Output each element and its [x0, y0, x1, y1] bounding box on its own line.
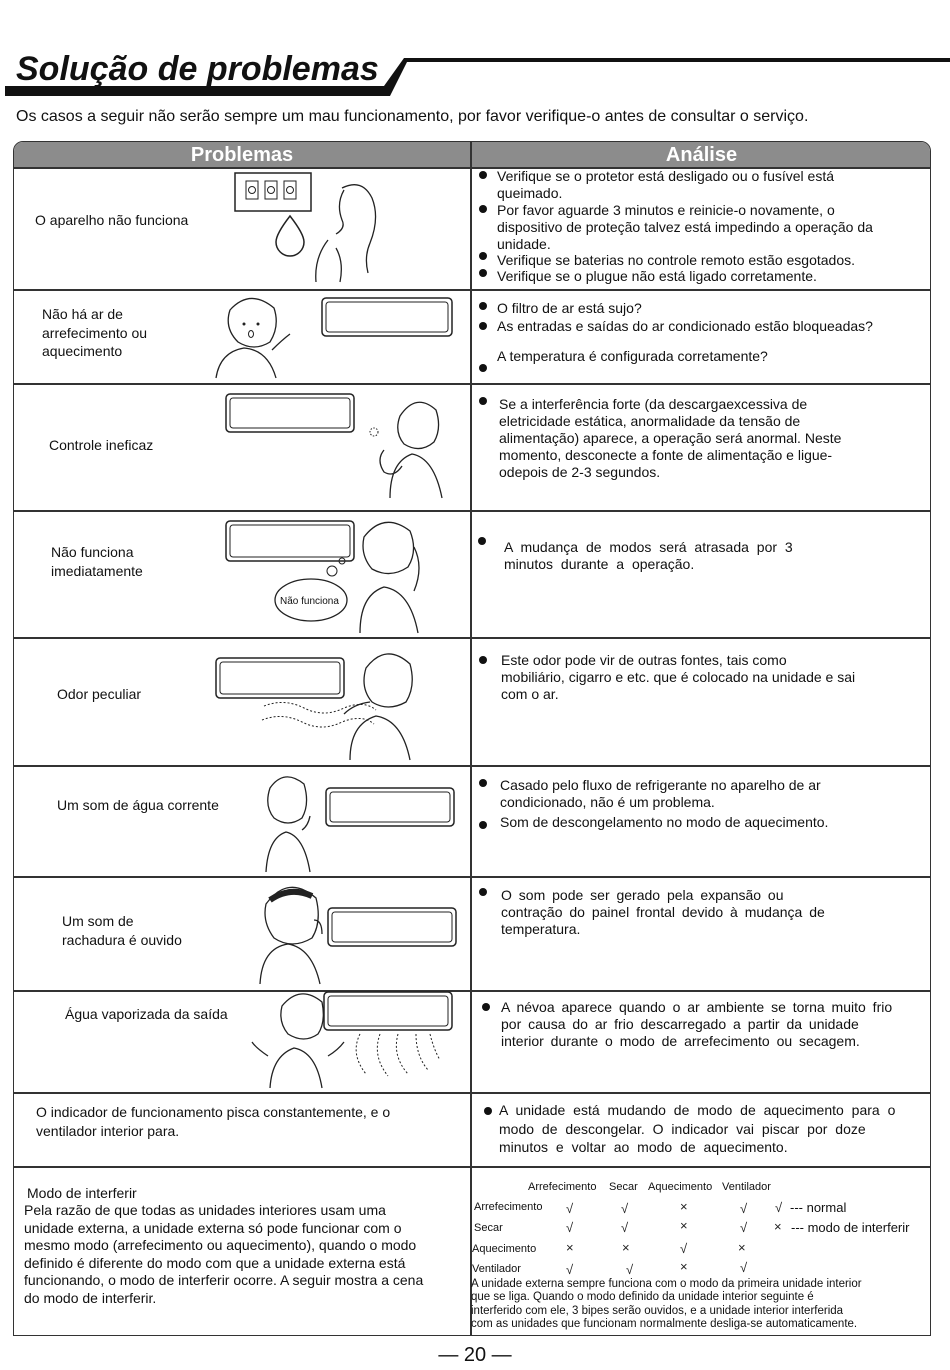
analysis-6-1: Casado pelo fluxo de refrigerante no aparelho de ar condicionado, não é um problema.: [500, 777, 821, 810]
matrix-cell: √: [680, 1241, 688, 1256]
problem-2: Não há ar de arrefecimento ou aquecimento: [42, 306, 148, 359]
analysis-5-1: Este odor pode vir de outras fontes, tais como mobiliário, cigarro e etc. que é colocado na unidade e sai com o ar.: [501, 652, 856, 702]
problem-8: Água vaporizada da saída: [65, 1006, 228, 1022]
header-analysis: Análise: [665, 144, 738, 166]
bullet: [479, 322, 487, 330]
matrix-cell: ×: [622, 1240, 630, 1255]
matrix-cell: √: [740, 1220, 748, 1235]
interference-title: Modo de interferir: [27, 1185, 137, 1201]
thought-bubble-text: Não funciona: [280, 596, 339, 607]
row-divider: [14, 510, 930, 512]
analysis-1-3: Verifique se baterias no controle remoto estão esgotados.: [497, 252, 855, 268]
analysis-1-1: Verifique se o protetor está desligado ou o fusível está queimado.: [497, 168, 834, 201]
matrix-cell: √: [621, 1201, 629, 1216]
bullet: [479, 888, 487, 896]
matrix-row-label: Aquecimento: [472, 1243, 537, 1255]
bullet: [479, 821, 487, 829]
legend-symbol: √: [775, 1200, 783, 1215]
problem-7: Um som de rachadura é ouvido: [62, 913, 182, 948]
matrix-cell: ×: [680, 1199, 688, 1214]
row-divider: [14, 637, 930, 639]
interference-description: Pela razão de que todas as unidades interiores usam uma unidade externa, a unidade externa só pode funcionar com o mesmo modo (arrefecimento ou aquecimento), quando o modo definido é diferente do modo com que a unidade externa está funcionando, o modo de interferir ocorre. A seguir mostra a cena do modo de interferir.: [24, 1202, 424, 1306]
row-divider: [14, 1092, 930, 1094]
matrix-cell: √: [566, 1220, 574, 1235]
table-header: [14, 142, 930, 167]
odor-person-illustration: [214, 644, 454, 762]
problem-3: Controle ineficaz: [49, 437, 154, 453]
row-divider: [14, 289, 930, 291]
bullet: [479, 779, 487, 787]
column-divider: [470, 142, 472, 1335]
problem-9: O indicador de funcionamento pisca constantemente, e o ventilador interior para.: [36, 1104, 391, 1139]
legend-symbol: ×: [774, 1219, 782, 1234]
matrix-cell: √: [566, 1262, 574, 1277]
matrix-cell: ×: [680, 1218, 688, 1233]
problem-1: O aparelho não funciona: [35, 212, 189, 228]
analysis-6-2: Som de descongelamento no modo de aquecimento.: [500, 814, 829, 830]
bullet: [479, 364, 487, 372]
bullet: [484, 1107, 492, 1115]
page-title: Solução de problemas: [16, 50, 379, 88]
analysis-9-1: A unidade está mudando de modo de aquecimento para o modo de descongelar. O indicador vai piscar por doze minutos e voltar ao modo de aquecimento.: [499, 1102, 896, 1155]
problem-6: Um som de água corrente: [57, 797, 219, 813]
matrix-cell: ×: [738, 1240, 746, 1255]
analysis-4-1: A mudança de modos será atrasada por 3 minutos durante a operação.: [504, 539, 793, 572]
bullet: [479, 252, 487, 260]
person-ac-illustration: [210, 290, 470, 380]
bullet: [479, 302, 487, 310]
page-number: — 20 —: [438, 1344, 512, 1366]
analysis-7-1: O som pode ser gerado pela expansão ou contração do painel frontal devido à mudança de temperatura.: [501, 887, 825, 937]
analysis-1-2: Por favor aguarde 3 minutos e reinicie-o novamente, o dispositivo de proteção talvez está impedindo a operação da unidade.: [497, 202, 873, 252]
matrix-col-header: Aquecimento: [648, 1181, 713, 1193]
breaker-illustration: [232, 170, 382, 290]
analysis-2-1: O filtro de ar está sujo?: [497, 300, 642, 316]
matrix-cell: √: [626, 1262, 634, 1277]
water-sound-illustration: [264, 770, 460, 874]
row-divider: [14, 765, 930, 767]
intro-text: Os casos a seguir não serão sempre um mau funcionamento, por favor verifique-o antes de consultar o serviço.: [16, 108, 809, 125]
bullet: [479, 269, 487, 277]
vapor-illustration: [248, 990, 458, 1090]
matrix-cell: ×: [680, 1259, 688, 1274]
problem-4: Não funciona imediatamente: [51, 544, 143, 579]
bullet: [479, 656, 487, 664]
matrix-row-label: Secar: [474, 1222, 503, 1234]
matrix-col-header: Arrefecimento: [528, 1181, 597, 1193]
matrix-cell: ×: [566, 1240, 574, 1255]
bullet: [478, 537, 486, 545]
row-divider: [14, 990, 930, 992]
cracking-sound-illustration: [256, 880, 460, 986]
analysis-2-2: As entradas e saídas do ar condicionado estão bloqueadas?: [497, 318, 873, 334]
row-divider: [14, 876, 930, 878]
matrix-cell: √: [740, 1201, 748, 1216]
problem-5: Odor peculiar: [57, 686, 142, 702]
analysis-3-1: Se a interferência forte (da descargaexcessiva de eletricidade estática, anormalidade da tensão de alimentação) aparece, a operação será anormal. Neste momento, desconecte a fonte de alimentação e ligue- odepois de 2-3 segundos.: [499, 396, 842, 480]
bullet: [479, 171, 487, 179]
matrix-cell: √: [621, 1220, 629, 1235]
thinking-person-illustration: [224, 517, 454, 635]
legend-text: --- normal: [790, 1200, 847, 1215]
matrix-row-label: Ventilador: [472, 1263, 521, 1275]
matrix-cell: √: [740, 1260, 748, 1275]
analysis-8-1: A névoa aparece quando o ar ambiente se torna muito frio por causa do ar frio descarregado a partir da unidade interior durante o modo de arrefecimento ou secagem.: [501, 999, 893, 1049]
remote-person-illustration: [224, 390, 454, 500]
legend-text: --- modo de interferir: [791, 1220, 910, 1235]
interference-note: A unidade externa sempre funciona com o modo da primeira unidade interior que se liga. Quando o modo definido da unidade interior seguinte é interferido com ele, 3 bipes serão ouvidos, e a unidade interior interferida com as unidades que funcionam normalmente desliga-se automaticamente.: [471, 1278, 862, 1330]
bullet: [482, 1003, 490, 1011]
matrix-col-header: Secar: [609, 1181, 638, 1193]
matrix-col-header: Ventilador: [722, 1181, 771, 1193]
bullet: [479, 397, 487, 405]
matrix-row-label: Arrefecimento: [474, 1201, 543, 1213]
row-divider: [14, 383, 930, 385]
analysis-1-4: Verifique se o plugue não está ligado corretamente.: [497, 268, 817, 284]
analysis-2-3: A temperatura é configurada corretamente?: [497, 348, 768, 364]
row-divider: [14, 1166, 930, 1168]
bullet: [479, 205, 487, 213]
matrix-cell: √: [566, 1201, 574, 1216]
header-problems: Problemas: [190, 144, 294, 166]
